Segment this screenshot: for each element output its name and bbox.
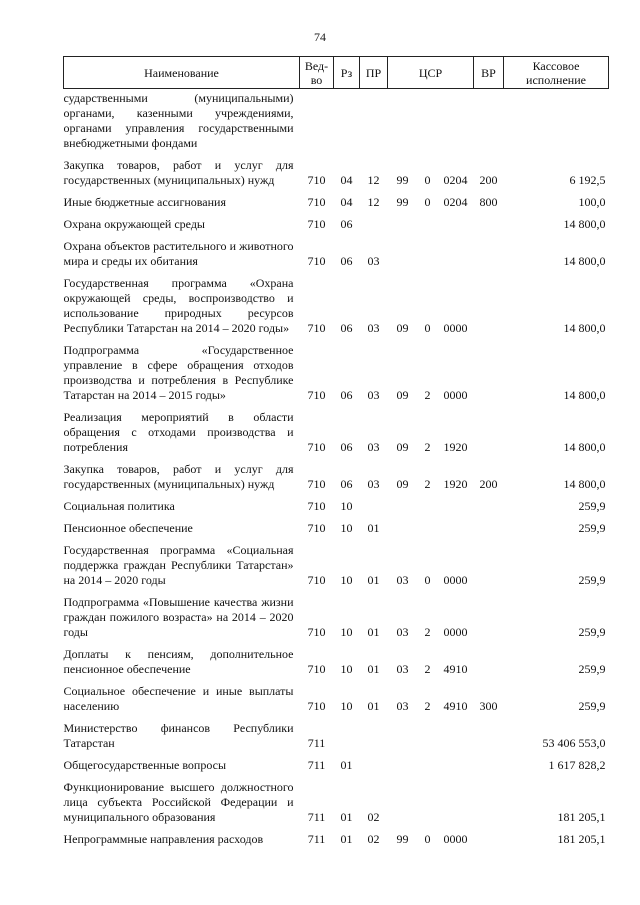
- col-header-name: Наименование: [64, 57, 300, 89]
- cell-csr-direction: [438, 776, 474, 828]
- cell-csr-direction: [438, 495, 474, 517]
- cell-rz: 10: [340, 662, 353, 676]
- cell-csr-subprogram: [418, 89, 438, 155]
- cell-csr-program: 09: [396, 321, 409, 335]
- cell-csr-subprogram: 2: [424, 625, 431, 639]
- cell-rz: 04: [340, 173, 353, 187]
- cell-sum: 181 205,1: [557, 810, 606, 824]
- cell-csr-direction: 0204: [443, 173, 468, 187]
- cell-name: Социальная политика: [63, 499, 175, 513]
- cell-csr-direction: 1920: [443, 477, 468, 491]
- cell-csr-subprogram: 2: [424, 440, 431, 454]
- page-number: 74: [314, 30, 326, 44]
- cell-name: Социальное обеспечение и иные выплаты населению: [63, 684, 294, 713]
- cell-csr-subprogram: 0: [424, 195, 431, 209]
- cell-pr: 02: [367, 810, 380, 824]
- cell-sum: 14 800,0: [563, 217, 606, 231]
- cell-vr: [474, 89, 504, 155]
- cell-csr-program: 03: [396, 662, 409, 676]
- col-header-pr: ПР: [360, 57, 388, 89]
- cell-csr-subprogram: [418, 213, 438, 235]
- table-row: [64, 235, 609, 272]
- cell-sum: 259,9: [578, 625, 606, 639]
- table-row: [64, 643, 609, 680]
- cell-rz: 01: [340, 810, 353, 824]
- cell-name: Пенсионное обеспечение: [63, 521, 193, 535]
- cell-pr: 01: [367, 521, 380, 535]
- cell-rz: 06: [340, 217, 353, 231]
- table-row: [64, 272, 609, 339]
- cell-sum: 259,9: [578, 573, 606, 587]
- cell-csr-program: [388, 235, 418, 272]
- cell-pr: 01: [367, 573, 380, 587]
- cell-pr: 01: [367, 662, 380, 676]
- cell-csr-subprogram: [418, 517, 438, 539]
- cell-name: Доплаты к пенсиям, дополнительное пенсионное обеспечение: [63, 647, 294, 676]
- cell-csr-program: 03: [396, 699, 409, 713]
- cell-name: Подпрограмма «Повышение качества жизни граждан пожилого возраста» на 2014 – 2020 годы: [63, 595, 294, 639]
- cell-name: Охрана объектов растительного и животного мира и среды их обитания: [63, 239, 294, 268]
- cell-csr-subprogram: 0: [424, 832, 431, 846]
- cell-csr-direction: 0000: [443, 321, 468, 335]
- cell-vr: [474, 828, 504, 850]
- cell-csr-program: 03: [396, 573, 409, 587]
- cell-csr-direction: 4910: [443, 662, 468, 676]
- cell-csr-direction: [438, 717, 474, 754]
- cell-name: Государственная программа «Социальная поддержка граждан Республики Татарстан» на 2014 – 2020 годы: [63, 543, 294, 587]
- cell-csr-subprogram: 0: [424, 573, 431, 587]
- cell-name: Функционирование высшего должностного лица субъекта Российской Федерации и муниципального образования: [63, 780, 294, 824]
- cell-pr: 01: [367, 699, 380, 713]
- cell-rz: 06: [340, 477, 353, 491]
- cell-csr-direction: 0000: [443, 573, 468, 587]
- cell-rz: 01: [340, 832, 353, 846]
- cell-vr: [474, 339, 504, 406]
- table-row: [64, 754, 609, 776]
- table-row: [64, 89, 609, 155]
- cell-ved: 710: [307, 625, 326, 639]
- cell-ved: 710: [307, 195, 326, 209]
- budget-table-page: [63, 56, 608, 850]
- table-row: [64, 776, 609, 828]
- cell-sum: 53 406 553,0: [542, 736, 606, 750]
- cell-pr: 01: [367, 625, 380, 639]
- cell-sum: 14 800,0: [563, 321, 606, 335]
- budget-table: [63, 56, 609, 850]
- cell-rz: 10: [340, 521, 353, 535]
- cell-vr: [474, 272, 504, 339]
- cell-pr: 03: [367, 254, 380, 268]
- cell-csr-subprogram: 0: [424, 321, 431, 335]
- cell-sum: 100,0: [578, 195, 606, 209]
- cell-vr: [474, 776, 504, 828]
- cell-name: Реализация мероприятий в области обращения с отходами производства и потребления: [63, 410, 294, 454]
- cell-rz: 06: [340, 388, 353, 402]
- cell-name: Государственная программа «Охрана окружающей среды, воспроизводство и использование природных ресурсов Республики Татарстан на 2014 – 2020 годы»: [63, 276, 294, 335]
- cell-ved: 710: [307, 173, 326, 187]
- cell-csr-subprogram: [418, 717, 438, 754]
- cell-sum: 14 800,0: [563, 440, 606, 454]
- table-row: [64, 828, 609, 850]
- cell-csr-direction: [438, 213, 474, 235]
- cell-name: Общегосударственные вопросы: [63, 758, 227, 772]
- cell-csr-subprogram: [418, 776, 438, 828]
- cell-vr: [474, 539, 504, 591]
- cell-csr-program: [388, 89, 418, 155]
- table-row: [64, 458, 609, 495]
- cell-vr: [474, 643, 504, 680]
- table-row: [64, 213, 609, 235]
- table-row: [64, 539, 609, 591]
- cell-csr-direction: 0000: [443, 832, 468, 846]
- cell-vr: [474, 754, 504, 776]
- cell-pr: [360, 754, 388, 776]
- cell-csr-program: [388, 776, 418, 828]
- cell-rz: 06: [340, 321, 353, 335]
- cell-ved: 711: [307, 736, 326, 750]
- cell-ved: 710: [307, 217, 326, 231]
- table-row: [64, 680, 609, 717]
- cell-rz: [334, 89, 360, 155]
- cell-sum: 14 800,0: [563, 254, 606, 268]
- cell-csr-program: [388, 517, 418, 539]
- cell-csr-direction: 1920: [443, 440, 468, 454]
- col-header-rz: Рз: [334, 57, 360, 89]
- cell-vr: 200: [479, 173, 498, 187]
- table-body: [64, 89, 609, 851]
- cell-csr-program: [388, 754, 418, 776]
- cell-csr-program: 09: [396, 477, 409, 491]
- cell-csr-direction: [438, 89, 474, 155]
- cell-rz: [334, 717, 360, 754]
- cell-vr: [474, 591, 504, 643]
- cell-name: Закупка товаров, работ и услуг для государственных (муниципальных) нужд: [63, 462, 294, 491]
- cell-name: Непрограммные направления расходов: [63, 832, 264, 846]
- cell-csr-program: 99: [396, 832, 409, 846]
- cell-name: Подпрограмма «Государственное управление в сфере обращения отходов производства и потребления в Республике Татарстан на 2014 – 2015 годы»: [63, 343, 294, 402]
- cell-pr: 03: [367, 477, 380, 491]
- cell-csr-direction: [438, 235, 474, 272]
- cell-sum: [504, 89, 609, 155]
- cell-vr: [474, 495, 504, 517]
- cell-csr-subprogram: 2: [424, 662, 431, 676]
- cell-ved: 710: [307, 254, 326, 268]
- cell-name: Закупка товаров, работ и услуг для государственных (муниципальных) нужд: [63, 158, 294, 187]
- cell-csr-direction: 0000: [443, 625, 468, 639]
- cell-sum: 1 617 828,2: [548, 758, 606, 772]
- cell-csr-program: [388, 213, 418, 235]
- cell-csr-subprogram: 0: [424, 173, 431, 187]
- cell-csr-direction: [438, 517, 474, 539]
- cell-name: Министерство финансов Республики Татарстан: [63, 721, 294, 750]
- cell-csr-program: 99: [396, 173, 409, 187]
- cell-pr: 12: [367, 173, 380, 187]
- cell-sum: 259,9: [578, 521, 606, 535]
- cell-ved: 710: [307, 521, 326, 535]
- cell-pr: [360, 495, 388, 517]
- table-row: [64, 339, 609, 406]
- table-row: [64, 495, 609, 517]
- cell-csr-direction: [438, 754, 474, 776]
- cell-ved: 710: [307, 573, 326, 587]
- cell-pr: 03: [367, 440, 380, 454]
- col-header-ved: Вед-во: [300, 57, 334, 89]
- cell-name: Иные бюджетные ассигнования: [63, 195, 226, 209]
- cell-pr: 12: [367, 195, 380, 209]
- cell-pr: 03: [367, 388, 380, 402]
- cell-pr: 02: [367, 832, 380, 846]
- cell-pr: [360, 89, 388, 155]
- cell-rz: 06: [340, 254, 353, 268]
- cell-ved: 711: [307, 758, 326, 772]
- col-header-vr: ВР: [474, 57, 504, 89]
- cell-sum: 14 800,0: [563, 388, 606, 402]
- cell-name: Охрана окружающей среды: [63, 217, 205, 231]
- cell-sum: 259,9: [578, 499, 606, 513]
- cell-rz: 04: [340, 195, 353, 209]
- cell-ved: [300, 89, 334, 155]
- cell-sum: 14 800,0: [563, 477, 606, 491]
- cell-sum: 259,9: [578, 699, 606, 713]
- table-row: [64, 154, 609, 191]
- cell-vr: [474, 717, 504, 754]
- cell-ved: 710: [307, 321, 326, 335]
- cell-csr-direction: 0000: [443, 388, 468, 402]
- cell-csr-program: [388, 717, 418, 754]
- cell-ved: 711: [307, 810, 326, 824]
- cell-rz: 10: [340, 573, 353, 587]
- cell-ved: 711: [307, 832, 326, 846]
- cell-vr: 200: [479, 477, 498, 491]
- cell-ved: 710: [307, 662, 326, 676]
- cell-csr-direction: 0204: [443, 195, 468, 209]
- cell-csr-program: 03: [396, 625, 409, 639]
- cell-name: сударственными (муниципальными) органами, казенными учреждениями, органами управления государственными внебюджетными фондами: [63, 91, 294, 150]
- cell-csr-program: 99: [396, 195, 409, 209]
- cell-vr: 800: [479, 195, 498, 209]
- col-header-sum: Кассовое исполнение: [504, 57, 609, 89]
- cell-sum: 6 192,5: [569, 173, 606, 187]
- cell-csr-subprogram: [418, 495, 438, 517]
- cell-csr-program: [388, 495, 418, 517]
- table-row: [64, 406, 609, 458]
- cell-ved: 710: [307, 388, 326, 402]
- cell-sum: 181 205,1: [557, 832, 606, 846]
- cell-csr-subprogram: 2: [424, 699, 431, 713]
- cell-rz: 10: [340, 625, 353, 639]
- cell-csr-program: 09: [396, 388, 409, 402]
- cell-csr-subprogram: 2: [424, 388, 431, 402]
- table-header: [64, 57, 609, 89]
- table-row: [64, 717, 609, 754]
- table-row: [64, 591, 609, 643]
- col-header-csr: ЦСР: [388, 57, 474, 89]
- cell-rz: 06: [340, 440, 353, 454]
- cell-vr: [474, 213, 504, 235]
- cell-csr-subprogram: 2: [424, 477, 431, 491]
- cell-pr: [360, 717, 388, 754]
- cell-ved: 710: [307, 440, 326, 454]
- table-row: [64, 191, 609, 213]
- cell-pr: 03: [367, 321, 380, 335]
- cell-rz: 10: [340, 699, 353, 713]
- cell-ved: 710: [307, 499, 326, 513]
- table-row: [64, 517, 609, 539]
- cell-ved: 710: [307, 477, 326, 491]
- cell-ved: 710: [307, 699, 326, 713]
- cell-vr: [474, 517, 504, 539]
- cell-vr: 300: [479, 699, 498, 713]
- cell-csr-program: 09: [396, 440, 409, 454]
- cell-rz: 01: [340, 758, 353, 772]
- cell-rz: 10: [340, 499, 353, 513]
- cell-vr: [474, 235, 504, 272]
- cell-pr: [360, 213, 388, 235]
- cell-csr-direction: 4910: [443, 699, 468, 713]
- cell-vr: [474, 406, 504, 458]
- cell-csr-subprogram: [418, 754, 438, 776]
- cell-sum: 259,9: [578, 662, 606, 676]
- cell-csr-subprogram: [418, 235, 438, 272]
